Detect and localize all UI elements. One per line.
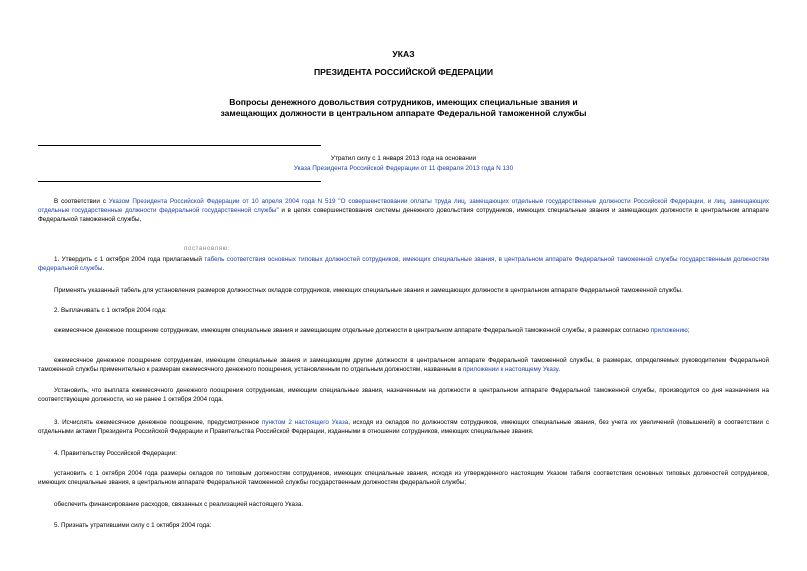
p3-text-b: , исходя из окладов по должностям сотрудников, имеющих специальные звания, без учета их увеличений (повышений) в соответствии с отдельными актами Президента Российской Федерации и Правительства Российской Федерации, изданными в отношении сотрудников, имеющих специальные звания. (38, 419, 770, 435)
p2a-end: ; (687, 327, 690, 334)
paragraph-4b: обеспечить финансирование расходов, связанных с реализацией настоящего Указа. (54, 501, 304, 508)
p2a-appendix-link[interactable]: приложению (650, 327, 688, 334)
p3-text-a: 3. Исчислять ежемесячное денежное поощрение, предусмотренное (54, 419, 262, 426)
p3-point-link[interactable]: пунктом 2 настоящего Указа (262, 419, 349, 426)
doc-title-president: ПРЕЗИДЕНТА РОССИЙСКОЙ ФЕДЕРАЦИИ (313, 67, 494, 77)
paragraph-1 (38, 255, 769, 273)
doc-heading: Вопросы денежного довольствия сотрудников, имеющих специальные звания и замещающих должности в центральном аппарате Федеральной таможенной службы (220, 97, 587, 118)
paragraph-2a (38, 326, 769, 335)
intro-text-1: В соответствии с (54, 198, 109, 205)
paragraph-3 (38, 418, 769, 436)
paragraph-apply: Применять указанный табель для установления размеров должностных окладов сотрудников, имеющих специальные звания и замещающих должности в центральном аппарате Федеральной таможенной службы. (54, 287, 683, 294)
p1-end: . (102, 265, 105, 272)
doc-title-ukaz: УКАЗ (392, 49, 415, 59)
paragraph-5: 5. Признать утратившими силу с 1 октября 2004 года: (54, 522, 212, 529)
lost-force-link[interactable]: Указа Президента Российской Федерации от 11 февраля 2013 года N 130 (293, 165, 514, 172)
paragraph-4: 4. Правительству Российской Федерации: (54, 450, 177, 457)
p2b-end: . (558, 366, 560, 373)
lost-force-note: Утратил силу с 1 января 2013 года на основании (330, 155, 477, 162)
paragraph-establish: Установить, что выплата ежемесячного денежного поощрения сотрудникам, имеющим специальные звания, назначенным на должности в центральном аппарате Федеральной таможенной службы, производится со дня назначения на соответствующие должности, но не ранее 1 октября 2004 года. (38, 387, 769, 403)
p1-text: 1. Утвердить с 1 октября 2004 года прилагаемый (54, 256, 205, 263)
intro-text-2: и в целях совершенствования системы денежного довольствия сотрудников, имеющих специальные звания и замещающих должности в центральном аппарате Федеральной таможенной службы, (38, 207, 770, 223)
p2b-appendix-link[interactable]: приложении к настоящему Указу (462, 366, 559, 373)
paragraph-2: 2. Выплачивать с 1 октября 2004 года: (54, 307, 167, 314)
paragraph-2b (38, 356, 769, 374)
divider-bottom (38, 181, 321, 182)
intro-decree-link[interactable]: Указом Президента Российской Федерации от 10 апреля 2004 года N 519 "О совершенствовании оплаты труда лиц, замещающих отдельные государственные должности Российской Федерации, и лиц, замещающих отдельные государственные должности федеральной государственной службы" (38, 198, 770, 214)
divider-top (38, 145, 321, 146)
intro-paragraph (38, 197, 769, 224)
decree-word: постановляю: (184, 245, 231, 252)
p1-table-link[interactable]: табель соответствия основных типовых должностей сотрудников, имеющих специальные звания, в центральном аппарате Федеральной таможенной службы государственным должностям федеральной службы (38, 256, 769, 272)
p2a-text: ежемесячное денежное поощрение сотрудникам, имеющим специальные звания и замещающим отдельные должности в центральном аппарате Федеральной таможенной службы, в размерах согласно (54, 327, 651, 334)
paragraph-4a: установить с 1 октября 2004 года размеры окладов по типовым должностям сотрудников, имеющих специальные звания, исходя из утвержденного настоящим Указом табеля соответствия основных типовых должностей сотрудников, имеющих специальные звания, в центральном аппарате Федеральной таможенной службы государственным должностям федеральной службы; (38, 470, 769, 486)
p2b-text: ежемесячное денежное поощрение сотрудникам, имеющим специальные звания и замещающим другие должности в центральном аппарате Федеральной таможенной службы, в размерах, определяемых руководителем Федеральной таможенной службы применительно к размерам ежемесячного денежного поощрения, установленным по отдельным должностям, названным в (38, 357, 769, 373)
